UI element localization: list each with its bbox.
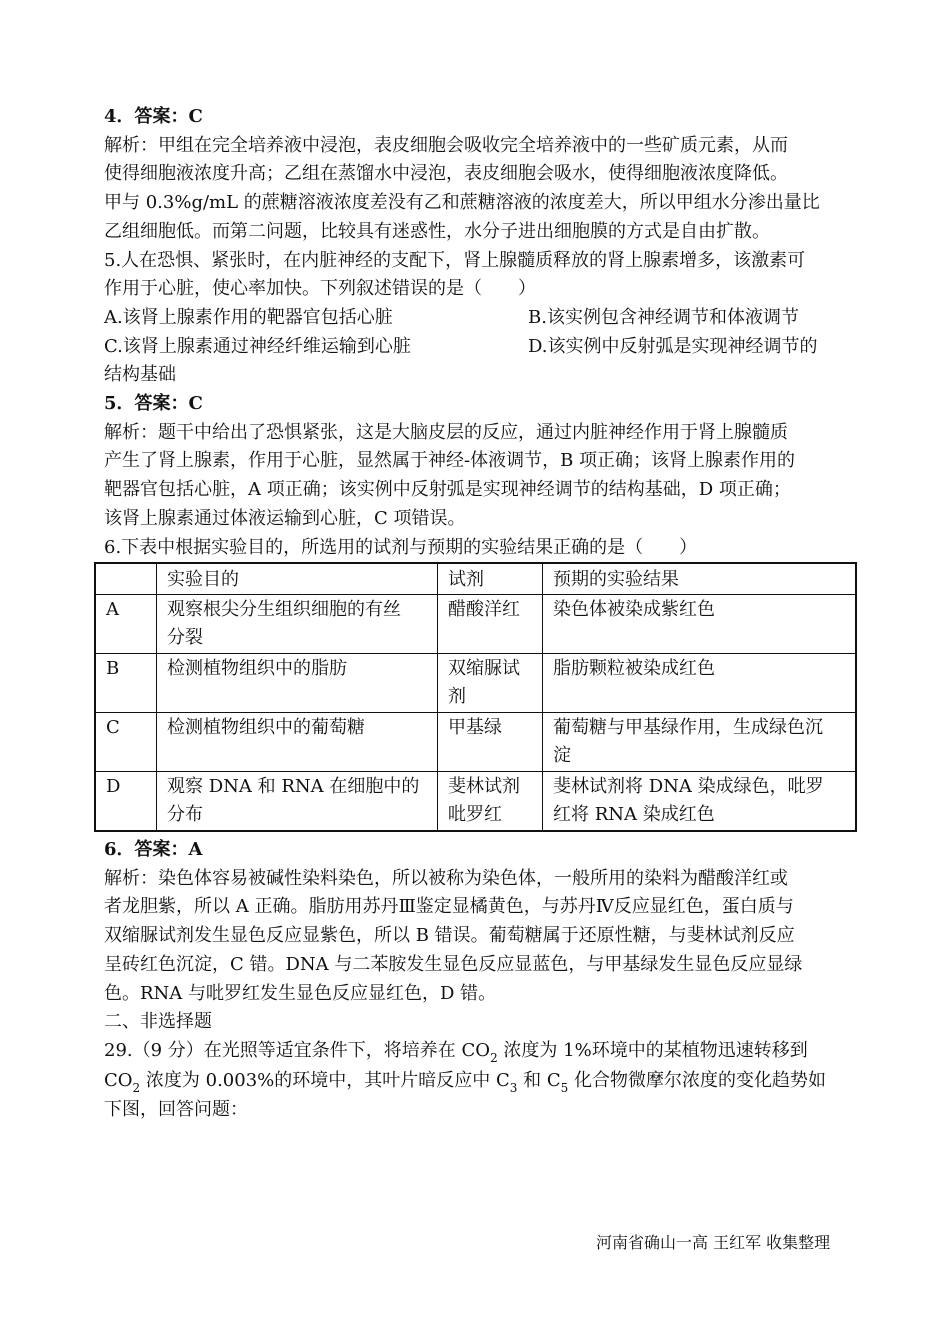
row-id: B	[95, 654, 157, 713]
row-id: A	[95, 595, 157, 654]
q29-text: 化合物微摩尔浓度的变化趋势如	[568, 1069, 826, 1091]
q5-options-row	[104, 333, 856, 362]
table-header-cell: 预期的实验结果	[543, 563, 857, 595]
row-result	[543, 772, 857, 832]
q5-answer	[104, 390, 856, 419]
answer-label: 答案：	[134, 839, 189, 860]
q5-analysis-line: 解析：题干中给出了恐惧紧张，这是大脑皮层的反应，通过内脏神经作用于肾上腺髓质	[104, 421, 788, 443]
cell-line: 检测植物组织中的葡萄糖	[167, 717, 365, 738]
page-footer: 河南省确山一高 王红军 收集整理	[596, 1233, 831, 1252]
row-reagent	[438, 654, 543, 713]
q6-analysis-line: 色。RNA 与吡罗红发生显色反应显红色，D 错。	[104, 982, 497, 1004]
q29-text: CO	[104, 1069, 133, 1091]
answer-label: 答案：	[134, 106, 189, 127]
cell-line: 剂	[448, 686, 466, 707]
q6-analysis-line: 双缩脲试剂发生显色反应显紫色，所以 B 错误。葡萄糖属于还原性糖，与斐林试剂反应	[104, 925, 795, 947]
table-header-cell	[95, 563, 157, 595]
q29-text: 29.（9 分）在光照等适宜条件下，将培养在 CO	[104, 1039, 491, 1061]
document-body	[104, 103, 856, 562]
q5-option-c: C.该肾上腺素通过神经纤维运输到心脏	[104, 335, 411, 357]
answer-sep: ．	[116, 106, 135, 127]
cell-line: 甲基绿	[448, 717, 502, 738]
cell-line: 分布	[167, 804, 203, 825]
q5-analysis-line: 该肾上腺素通过体液运输到心脏，C 项错误。	[104, 507, 466, 529]
q6-stem: 6.下表中根据实验目的，所选用的试剂与预期的实验结果正确的是（ ）	[104, 536, 698, 558]
cell-line: 染色体被染成紫红色	[553, 599, 715, 620]
cell-line: 分裂	[167, 627, 203, 648]
q5-stem-line: 5.人在恐惧、紧张时，在内脏神经的支配下，肾上腺髓质释放的肾上腺素增多，该激素可	[104, 249, 806, 271]
row-purpose	[157, 595, 438, 654]
cell-line: 检测植物组织中的脂肪	[167, 658, 347, 679]
answer-sep: ．	[116, 393, 135, 415]
subscript: 2	[132, 1080, 141, 1095]
q4-answer	[104, 103, 856, 132]
q5-option-a: A.该肾上腺素作用的靶器官包括心脏	[104, 306, 393, 328]
subscript: 5	[560, 1080, 569, 1095]
cell-line: 淀	[553, 745, 571, 766]
answer-value: C	[188, 106, 203, 127]
document-body-lower	[104, 836, 856, 1125]
cell-line: 双缩脲试	[448, 658, 520, 679]
table-row	[95, 713, 856, 772]
table-header-cell: 试剂	[438, 563, 543, 595]
row-purpose	[157, 713, 438, 772]
section-heading: 二、非选择题	[104, 1011, 212, 1033]
row-purpose	[157, 654, 438, 713]
cell-line: 观察 DNA 和 RNA 在细胞中的	[167, 776, 420, 797]
cell-line: 红将 RNA 染成红色	[553, 804, 715, 825]
row-reagent	[438, 595, 543, 654]
answer-number: 4	[104, 106, 117, 127]
q5-options-row	[104, 304, 856, 333]
q29-text: 和 C	[517, 1069, 561, 1091]
q29-text: 浓度为 0.003%的环境中，其叶片暗反应中 C	[140, 1069, 510, 1091]
q6-analysis-line: 解析：染色体容易被碱性染料染色，所以被称为染色体，一般所用的染料为醋酸洋红或	[104, 867, 788, 889]
answer-sep: ．	[116, 839, 135, 860]
answer-value: C	[188, 393, 203, 415]
q6-answer	[104, 836, 856, 865]
answer-number: 5	[104, 393, 117, 415]
q5-stem-line: 作用于心脏，使心率加快。下列叙述错误的是（ ）	[104, 278, 536, 300]
row-id: C	[95, 713, 157, 772]
q5-analysis-line: 产生了肾上腺素，作用于心脏，显然属于神经-体液调节，B 项正确；该肾上腺素作用的	[104, 450, 796, 472]
answer-number: 6	[104, 839, 117, 860]
row-result	[543, 595, 857, 654]
table-row	[95, 654, 856, 713]
q6-analysis-line: 呈砖红色沉淀，C 错。DNA 与二苯胺发生显色反应显蓝色，与甲基绿发生显色反应显绿	[104, 953, 803, 975]
row-id: D	[95, 772, 157, 832]
row-reagent	[438, 713, 543, 772]
q5-option-d: D.该实例中反射弧是实现神经调节的	[528, 335, 818, 357]
experiment-table	[94, 562, 857, 832]
q5-option-d-cont: 结构基础	[104, 364, 176, 386]
cell-line: 脂肪颗粒被染成红色	[553, 658, 715, 679]
row-result	[543, 654, 857, 713]
q4-analysis-line: 解析：甲组在完全培养液中浸泡，表皮细胞会吸收完全培养液中的一些矿质元素，从而	[104, 134, 788, 156]
table-row	[95, 595, 856, 654]
cell-line: 斐林试剂	[448, 776, 520, 797]
q4-analysis-line: 甲与 0.3%g/mL 的蔗糖溶液浓度差没有乙和蔗糖溶液的浓度差大，所以甲组水分渗出量比	[104, 192, 820, 214]
q29-stem-line	[104, 1067, 856, 1097]
row-purpose	[157, 772, 438, 832]
table-header-cell: 实验目的	[157, 563, 438, 595]
q29-stem-line	[104, 1037, 856, 1067]
subscript: 3	[509, 1080, 518, 1095]
subscript: 2	[490, 1050, 498, 1065]
table-row	[95, 772, 856, 832]
q29-text: 浓度为 1%环境中的某植物迅速转移到	[497, 1039, 808, 1061]
answer-label: 答案：	[134, 393, 189, 415]
q4-analysis-line: 乙组细胞低。而第二问题，比较具有迷惑性，水分子进出细胞膜的方式是自由扩散。	[104, 220, 770, 242]
q29-stem-line: 下图，回答问题：	[104, 1099, 248, 1121]
q5-option-b: B.该实例包含神经调节和体液调节	[528, 306, 799, 328]
cell-line: 葡萄糖与甲基绿作用，生成绿色沉	[553, 717, 823, 738]
cell-line: 观察根尖分生组织细胞的有丝	[167, 599, 401, 620]
row-result	[543, 713, 857, 772]
q6-analysis-line: 者龙胆紫，所以 A 正确。脂肪用苏丹Ⅲ鉴定显橘黄色，与苏丹Ⅳ反应显红色，蛋白质与	[104, 896, 794, 918]
q4-analysis-line: 使得细胞液浓度升高；乙组在蒸馏水中浸泡，表皮细胞会吸水，使得细胞液浓度降低。	[104, 163, 788, 185]
cell-line: 醋酸洋红	[448, 599, 520, 620]
cell-line: 斐林试剂将 DNA 染成绿色，吡罗	[553, 776, 824, 797]
q5-analysis-line: 靶器官包括心脏，A 项正确；该实例中反射弧是实现神经调节的结构基础，D 项正确；	[104, 479, 791, 501]
row-reagent	[438, 772, 543, 832]
cell-line: 吡罗红	[448, 804, 502, 825]
answer-value: A	[188, 839, 203, 860]
table-header-row	[95, 563, 856, 595]
